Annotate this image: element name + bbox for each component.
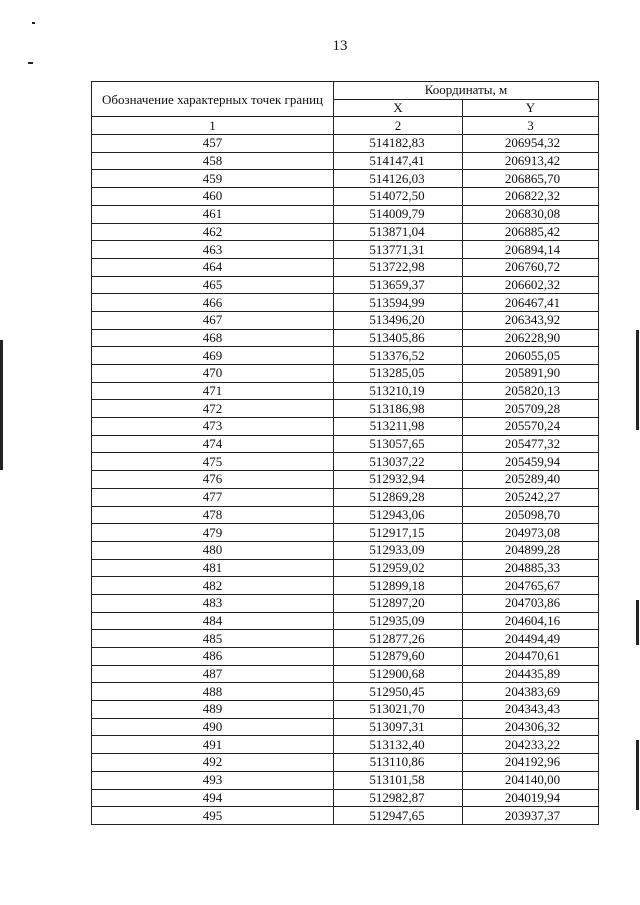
- coord-y: 205242,27: [463, 488, 599, 506]
- coord-y: 206913,42: [463, 152, 599, 170]
- column-number-2: 2: [334, 117, 463, 135]
- table-row: [92, 365, 599, 383]
- point-number: 466: [92, 294, 334, 312]
- coord-y: 206865,70: [463, 170, 599, 188]
- scan-mark-top-left: [32, 22, 35, 24]
- point-number: 492: [92, 754, 334, 772]
- coord-x: 512935,09: [334, 612, 463, 630]
- coord-y: 204703,86: [463, 594, 599, 612]
- point-number: 458: [92, 152, 334, 170]
- coord-y: 206055,05: [463, 347, 599, 365]
- point-number: 469: [92, 347, 334, 365]
- table-row: [92, 506, 599, 524]
- coord-y: 206467,41: [463, 294, 599, 312]
- coord-y: 204233,22: [463, 736, 599, 754]
- coord-y: 204192,96: [463, 754, 599, 772]
- table-row: [92, 771, 599, 789]
- table-row: [92, 329, 599, 347]
- coord-x: 513097,31: [334, 718, 463, 736]
- table-row: [92, 152, 599, 170]
- coord-x: 512947,65: [334, 807, 463, 825]
- table-row: [92, 701, 599, 719]
- scan-mark-top-left-2: [28, 62, 33, 64]
- table-row: [92, 665, 599, 683]
- coord-y: 206343,92: [463, 311, 599, 329]
- coord-x: 513132,40: [334, 736, 463, 754]
- point-number: 478: [92, 506, 334, 524]
- point-number: 485: [92, 630, 334, 648]
- coord-x: 512879,60: [334, 648, 463, 666]
- point-number: 459: [92, 170, 334, 188]
- point-number: 488: [92, 683, 334, 701]
- point-number: 472: [92, 400, 334, 418]
- coord-y: 204885,33: [463, 559, 599, 577]
- point-number: 464: [92, 258, 334, 276]
- point-number: 474: [92, 435, 334, 453]
- header-x: X: [334, 99, 463, 117]
- coord-x: 513405,86: [334, 329, 463, 347]
- coord-x: 512932,94: [334, 471, 463, 489]
- point-number: 482: [92, 577, 334, 595]
- coord-y: 205459,94: [463, 453, 599, 471]
- coord-y: 204306,32: [463, 718, 599, 736]
- coord-x: 513211,98: [334, 418, 463, 436]
- coord-x: 514126,03: [334, 170, 463, 188]
- table-row: [92, 559, 599, 577]
- header-coordinates: Координаты, м: [334, 82, 599, 100]
- table-row: [92, 488, 599, 506]
- point-number: 493: [92, 771, 334, 789]
- coord-x: 512959,02: [334, 559, 463, 577]
- coord-x: 512897,20: [334, 594, 463, 612]
- coord-x: 513021,70: [334, 701, 463, 719]
- coord-x: 512950,45: [334, 683, 463, 701]
- table-row: [92, 418, 599, 436]
- column-number-1: 1: [92, 117, 334, 135]
- table-row: [92, 205, 599, 223]
- coord-y: 205098,70: [463, 506, 599, 524]
- coord-y: 204973,08: [463, 524, 599, 542]
- table-row: [92, 435, 599, 453]
- table-row: [92, 630, 599, 648]
- coord-y: 204140,00: [463, 771, 599, 789]
- coord-y: 206822,32: [463, 188, 599, 206]
- table-body: [92, 135, 599, 825]
- point-number: 484: [92, 612, 334, 630]
- coord-x: 512943,06: [334, 506, 463, 524]
- table-row: [92, 400, 599, 418]
- coord-x: 513101,58: [334, 771, 463, 789]
- coord-x: 513871,04: [334, 223, 463, 241]
- coord-y: 205891,90: [463, 365, 599, 383]
- coord-y: 205709,28: [463, 400, 599, 418]
- header-y: Y: [463, 99, 599, 117]
- table-row: [92, 541, 599, 559]
- coord-y: 204765,67: [463, 577, 599, 595]
- point-number: 486: [92, 648, 334, 666]
- table-row: [92, 241, 599, 259]
- coord-x: 513659,37: [334, 276, 463, 294]
- table-row: [92, 382, 599, 400]
- coord-y: 204383,69: [463, 683, 599, 701]
- table-row: [92, 683, 599, 701]
- coord-y: 204899,28: [463, 541, 599, 559]
- table-row: [92, 170, 599, 188]
- page-number: 13: [332, 38, 348, 54]
- coord-x: 513037,22: [334, 453, 463, 471]
- scan-edge-right-1: [636, 330, 639, 430]
- point-number: 477: [92, 488, 334, 506]
- table-row: [92, 648, 599, 666]
- coord-y: 206760,72: [463, 258, 599, 276]
- coord-y: 206602,32: [463, 276, 599, 294]
- point-number: 494: [92, 789, 334, 807]
- point-number: 462: [92, 223, 334, 241]
- coord-x: 513186,98: [334, 400, 463, 418]
- coord-x: 512899,18: [334, 577, 463, 595]
- coord-x: 513285,05: [334, 365, 463, 383]
- coord-x: 513110,86: [334, 754, 463, 772]
- point-number: 468: [92, 329, 334, 347]
- point-number: 473: [92, 418, 334, 436]
- point-number: 467: [92, 311, 334, 329]
- coord-x: 514072,50: [334, 188, 463, 206]
- coord-x: 514182,83: [334, 135, 463, 153]
- scan-edge-right-3: [636, 740, 639, 810]
- coord-y: 204435,89: [463, 665, 599, 683]
- table-row: [92, 223, 599, 241]
- point-number: 463: [92, 241, 334, 259]
- coordinates-table: [91, 81, 599, 825]
- coord-y: 206228,90: [463, 329, 599, 347]
- scan-edge-left: [0, 340, 3, 470]
- point-number: 465: [92, 276, 334, 294]
- coord-x: 514009,79: [334, 205, 463, 223]
- table-row: [92, 258, 599, 276]
- table-row: [92, 276, 599, 294]
- column-number-3: 3: [463, 117, 599, 135]
- table-row: [92, 594, 599, 612]
- table-row: [92, 347, 599, 365]
- point-number: 495: [92, 807, 334, 825]
- coord-y: 204470,61: [463, 648, 599, 666]
- point-number: 489: [92, 701, 334, 719]
- table-row: [92, 524, 599, 542]
- point-number: 457: [92, 135, 334, 153]
- table-row: [92, 188, 599, 206]
- point-number: 483: [92, 594, 334, 612]
- point-number: 480: [92, 541, 334, 559]
- coord-y: 206885,42: [463, 223, 599, 241]
- coord-x: 513057,65: [334, 435, 463, 453]
- coord-x: 513594,99: [334, 294, 463, 312]
- table-row: [92, 789, 599, 807]
- coord-x: 512869,28: [334, 488, 463, 506]
- coord-x: 512982,87: [334, 789, 463, 807]
- coord-x: 513210,19: [334, 382, 463, 400]
- point-number: 461: [92, 205, 334, 223]
- coord-y: 204604,16: [463, 612, 599, 630]
- coord-x: 513496,20: [334, 311, 463, 329]
- coord-x: 513722,98: [334, 258, 463, 276]
- table-header-row: [92, 82, 599, 100]
- table-row: [92, 754, 599, 772]
- table-row: [92, 736, 599, 754]
- coord-x: 512877,26: [334, 630, 463, 648]
- coord-y: 205289,40: [463, 471, 599, 489]
- table-row: [92, 807, 599, 825]
- coord-y: 205570,24: [463, 418, 599, 436]
- coord-x: 512900,68: [334, 665, 463, 683]
- coord-y: 204343,43: [463, 701, 599, 719]
- point-number: 491: [92, 736, 334, 754]
- point-number: 487: [92, 665, 334, 683]
- table-row: [92, 577, 599, 595]
- coord-y: 204494,49: [463, 630, 599, 648]
- coord-y: 206954,32: [463, 135, 599, 153]
- coord-y: 205820,13: [463, 382, 599, 400]
- point-number: 475: [92, 453, 334, 471]
- point-number: 460: [92, 188, 334, 206]
- scan-edge-right-2: [636, 600, 639, 645]
- coord-y: 204019,94: [463, 789, 599, 807]
- column-number-row: [92, 117, 599, 135]
- table-row: [92, 311, 599, 329]
- coord-x: 514147,41: [334, 152, 463, 170]
- point-number: 479: [92, 524, 334, 542]
- coord-y: 203937,37: [463, 807, 599, 825]
- coord-y: 206894,14: [463, 241, 599, 259]
- coord-x: 512917,15: [334, 524, 463, 542]
- coord-x: 513771,31: [334, 241, 463, 259]
- table-row: [92, 471, 599, 489]
- coord-x: 512933,09: [334, 541, 463, 559]
- point-number: 481: [92, 559, 334, 577]
- point-number: 470: [92, 365, 334, 383]
- table-row: [92, 453, 599, 471]
- point-number: 471: [92, 382, 334, 400]
- coord-y: 205477,32: [463, 435, 599, 453]
- header-point-designation: Обозначение характерных точек границ: [92, 82, 334, 117]
- table-row: [92, 612, 599, 630]
- table-row: [92, 135, 599, 153]
- coord-y: 206830,08: [463, 205, 599, 223]
- table-row: [92, 718, 599, 736]
- coord-x: 513376,52: [334, 347, 463, 365]
- table-row: [92, 294, 599, 312]
- point-number: 490: [92, 718, 334, 736]
- point-number: 476: [92, 471, 334, 489]
